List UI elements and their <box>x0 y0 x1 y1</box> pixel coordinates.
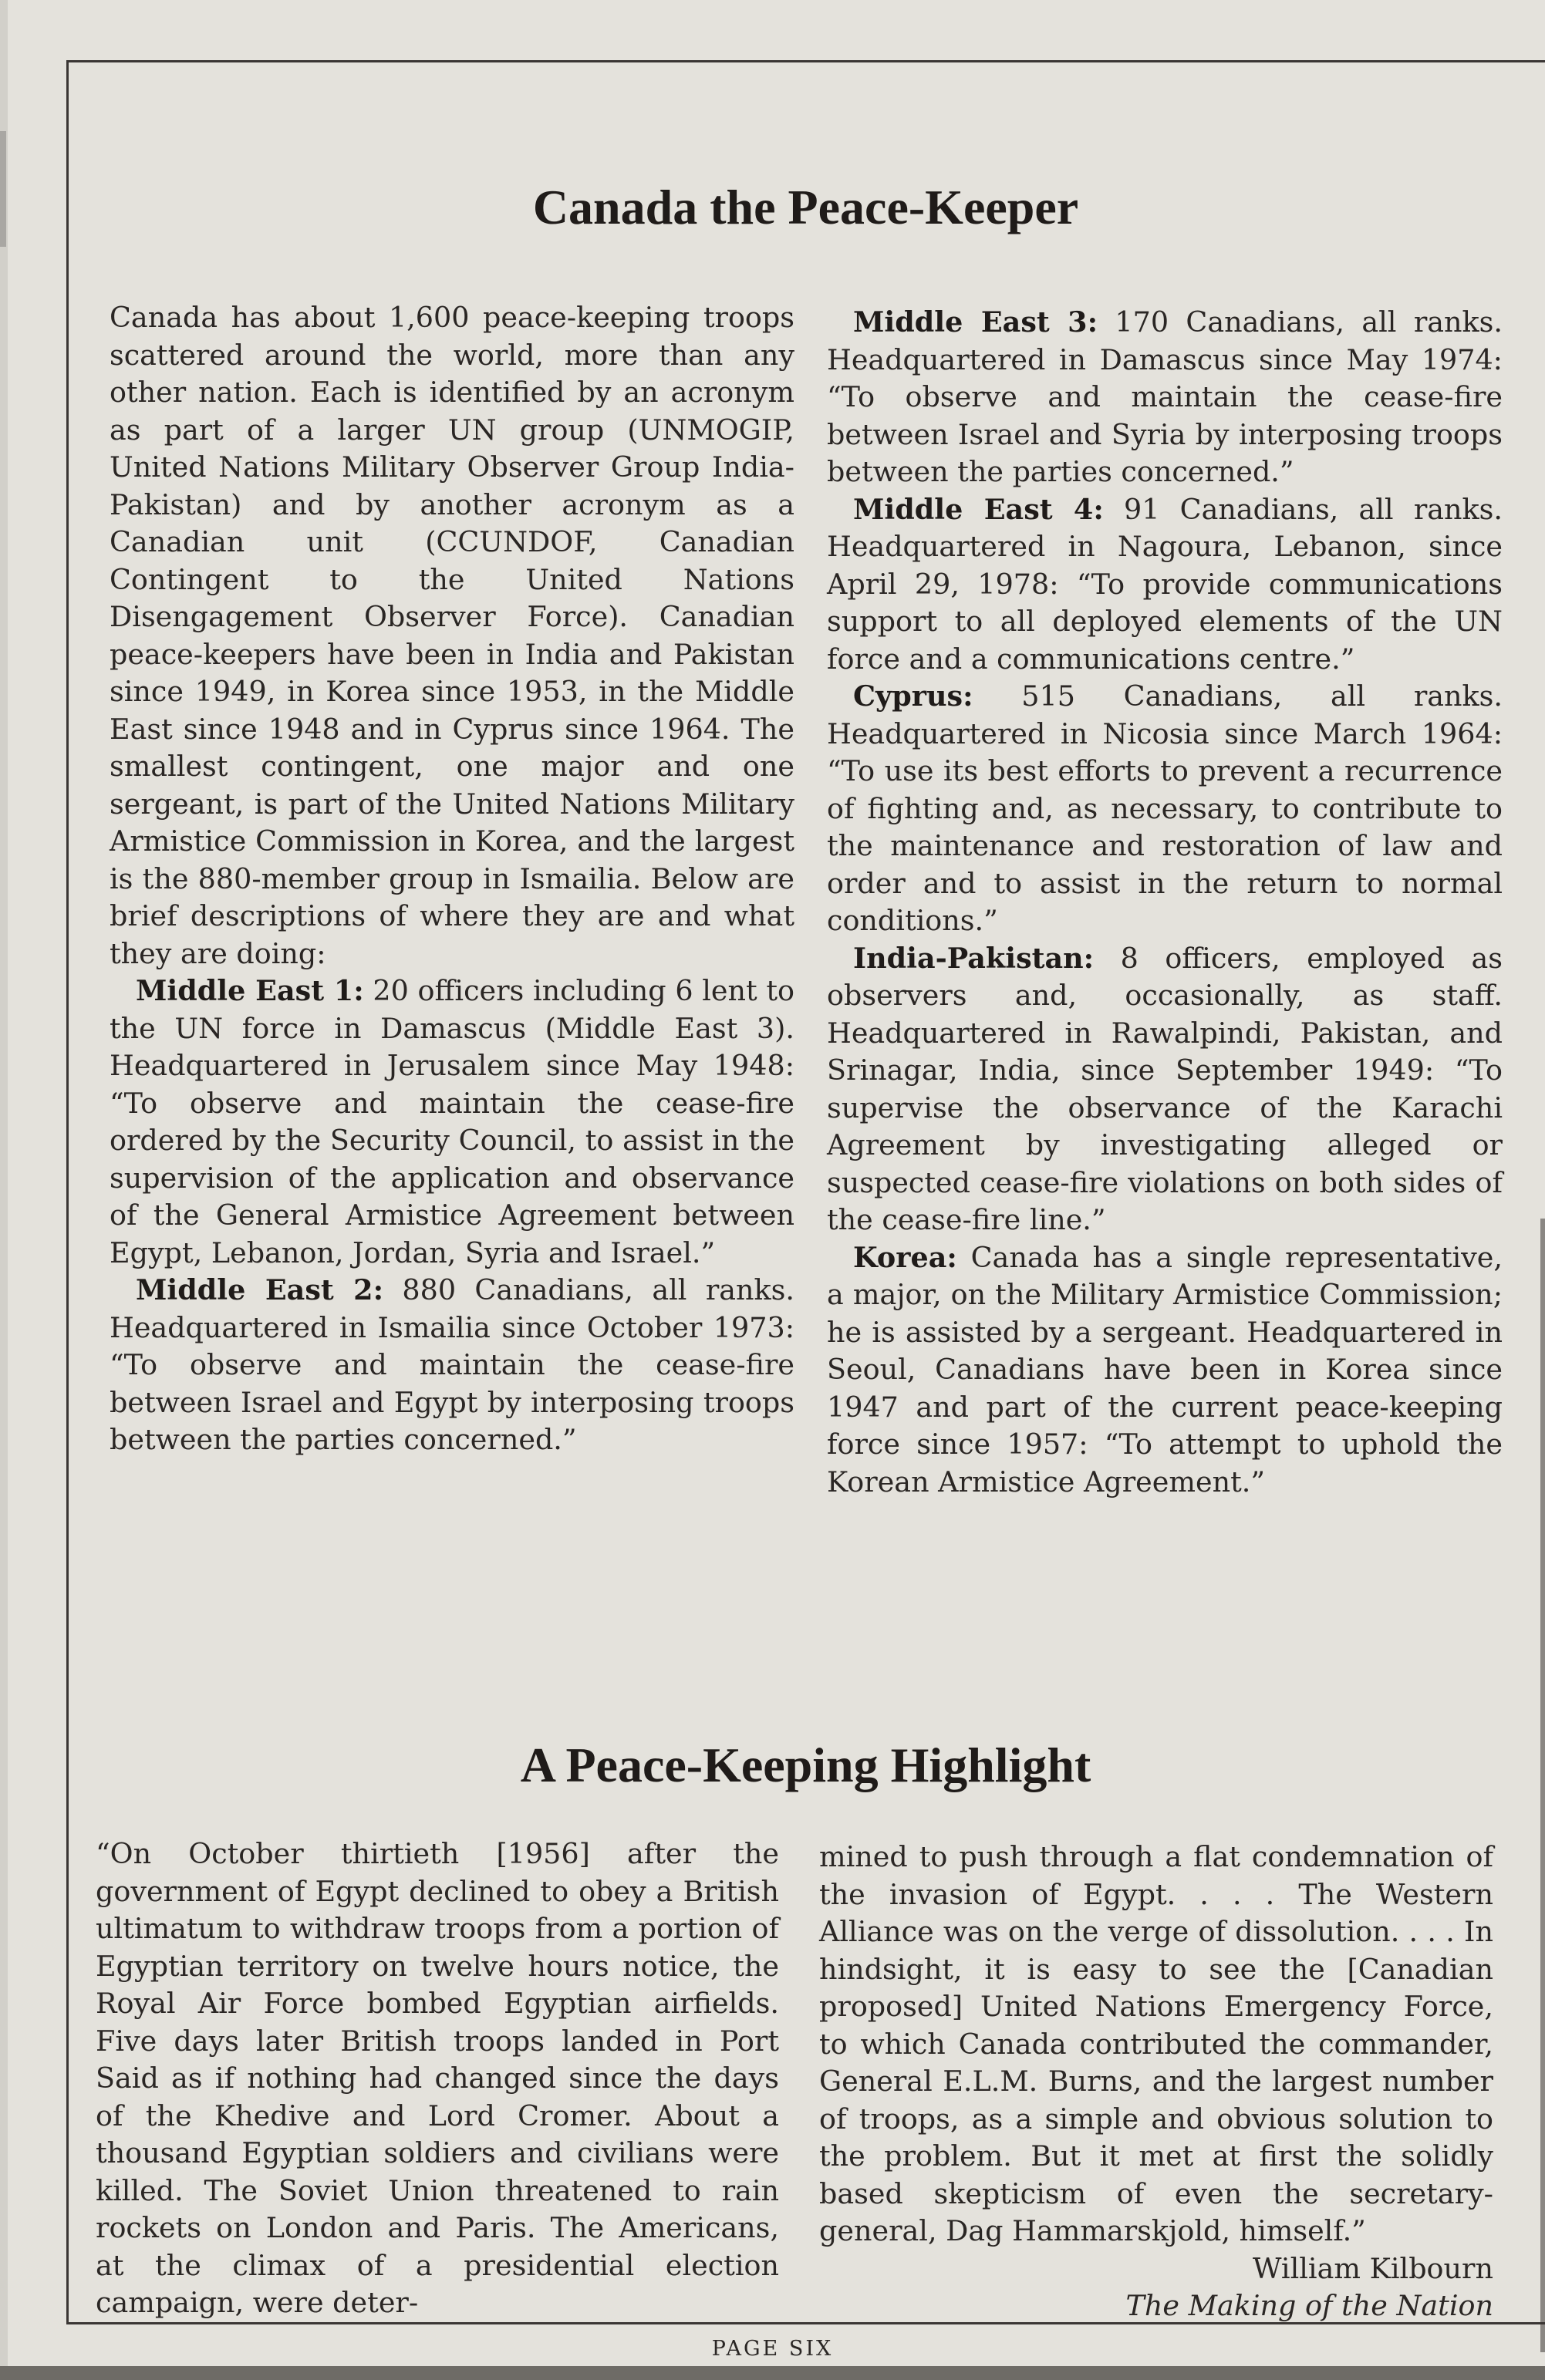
entry-label: Cyprus: <box>853 679 973 713</box>
entry-text: 170 Canadians, all ranks. Headquartered in Damascus since May 1974: “To observe and maintain the cease-fire between Israel and Syria by interposing troops between the parties concerned.” <box>827 305 1503 488</box>
quote-source: The Making of the Nation <box>1125 2289 1493 2322</box>
scan-left-mark <box>0 131 6 247</box>
scan-left-edge <box>0 0 8 2380</box>
entry-label: Korea: <box>853 1240 957 1274</box>
entry-middle-east-2 <box>110 1272 794 1459</box>
quote-part-2: mined to push through a flat condemnation of the invasion of Egypt. . . . The Western Alliance was on the verge of dissolution. . . . In hindsight, it is easy to see the [Canadian proposed] United Nations Emergency Force, to which Canada contributed the commander, General E.L.M. Burns, and the largest number of troops, as a simple and obvious solution to the problem. But it met at first the solidly based skepticism of even the secretary-general, Dag Hammarskjold, himself.” <box>819 1840 1493 2247</box>
article1-intro: Canada has about 1,600 peace-keeping troops scattered around the world, more than any other nation. Each is identified by an acronym as part of a larger UN group (UNMOGIP, United Nations Military Observer Group India-Pakistan) and by another acronym as a Canadian unit (CCUNDOF, Canadian Contingent to the United Nations Disengagement Observer Force). Canadian peace-keepers have been in India and Pakistan since 1949, in Korea since 1953, in the Middle East since 1948 and in Cyprus since 1964. The smallest contingent, one major and one sergeant, is part of the United Nations Military Armistice Commission in Korea, and the largest is the 880-member group in Ismailia. Below are brief descriptions of where they are and what they are doing: <box>110 301 794 970</box>
entry-korea <box>827 1239 1503 1502</box>
article1-column-right <box>827 304 1503 1501</box>
entry-label: Middle East 3: <box>853 305 1098 339</box>
quote-part-1: “On October thirtieth [1956] after the government of Egypt declined to obey a British ultimatum to withdraw troops from a portion of Egyptian territory on twelve hours notice, the Royal Air Force bombed Egyptian airfields. Five days later British troops landed in Port Said as if nothing had changed since the days of the Khedive and Lord Cromer. About a thousand Egyptian soldiers and civilians were killed. The Soviet Union threatened to rain rockets on London and Paris. The Americans, at the climax of a presidential election campaign, were deter- <box>96 1837 779 2319</box>
entry-middle-east-1 <box>110 973 794 1272</box>
entry-label: Middle East 4: <box>853 492 1104 526</box>
article-title-highlight: A Peace-Keeping Highlight <box>520 1738 1091 1792</box>
page-number: PAGE SIX <box>711 2337 834 2361</box>
entry-text: 8 officers, employed as observers and, occasionally, as staff. Headquartered in Rawalpindi, Pakistan, and Srinagar, India, since September 1949: “To supervise the observance of the Karachi Agreement by investigating alleged or suspected cease-fire violations on both sides of the cease-fire line.” <box>827 941 1503 1236</box>
article-title-peace-keeper: Canada the Peace-Keeper <box>532 180 1079 234</box>
entry-middle-east-3 <box>827 304 1503 491</box>
article2-column-left <box>96 1836 779 2322</box>
entry-text: 20 officers including 6 lent to the UN force in Damascus (Middle East 3). Headquartered in Jerusalem since May 1948: “To observe and maintain the cease-fire ordered by the Security Council, to assist in the supervision of the application and observance of the General Armistice Agreement between Egypt, Lebanon, Jordan, Syria and Israel.” <box>110 974 794 1269</box>
entry-text: 91 Canadians, all ranks. Headquartered in Nagoura, Lebanon, since April 29, 1978: “To provide communications support to all deployed elements of the UN force and a communications centre.” <box>827 492 1503 676</box>
entry-text: 515 Canadians, all ranks. Headquartered in Nicosia since March 1964: “To use its best efforts to prevent a recurrence of fighting and, as necessary, to contribute to the maintenance and restoration of law and order and to assist in the return to normal conditions.” <box>827 679 1503 937</box>
scan-bottom-edge <box>0 2366 1545 2380</box>
entry-label: Middle East 2: <box>136 1273 384 1306</box>
article2-column-right <box>819 1839 1493 2325</box>
entry-text: 880 Canadians, all ranks. Headquartered in Ismailia since October 1973: “To observe and maintain the cease-fire between Israel and Egypt by interposing troops between the parties concerned.” <box>110 1273 794 1456</box>
article1-column-left <box>110 299 794 1459</box>
entry-india-pakistan <box>827 940 1503 1239</box>
entry-cyprus <box>827 678 1503 940</box>
entry-text: Canada has a single representative, a major, on the Military Armistice Commission; he is assisted by a sergeant. Headquartered in Seoul, Canadians have been in Korea since 1947 and part of the current peace-keeping force since 1957: “To attempt to uphold the Korean Armistice Agreement.” <box>827 1240 1503 1498</box>
entry-label: India-Pakistan: <box>853 941 1095 975</box>
quote-author: William Kilbourn <box>1253 2251 1493 2285</box>
entry-middle-east-4 <box>827 491 1503 679</box>
entry-label: Middle East 1: <box>136 974 364 1007</box>
